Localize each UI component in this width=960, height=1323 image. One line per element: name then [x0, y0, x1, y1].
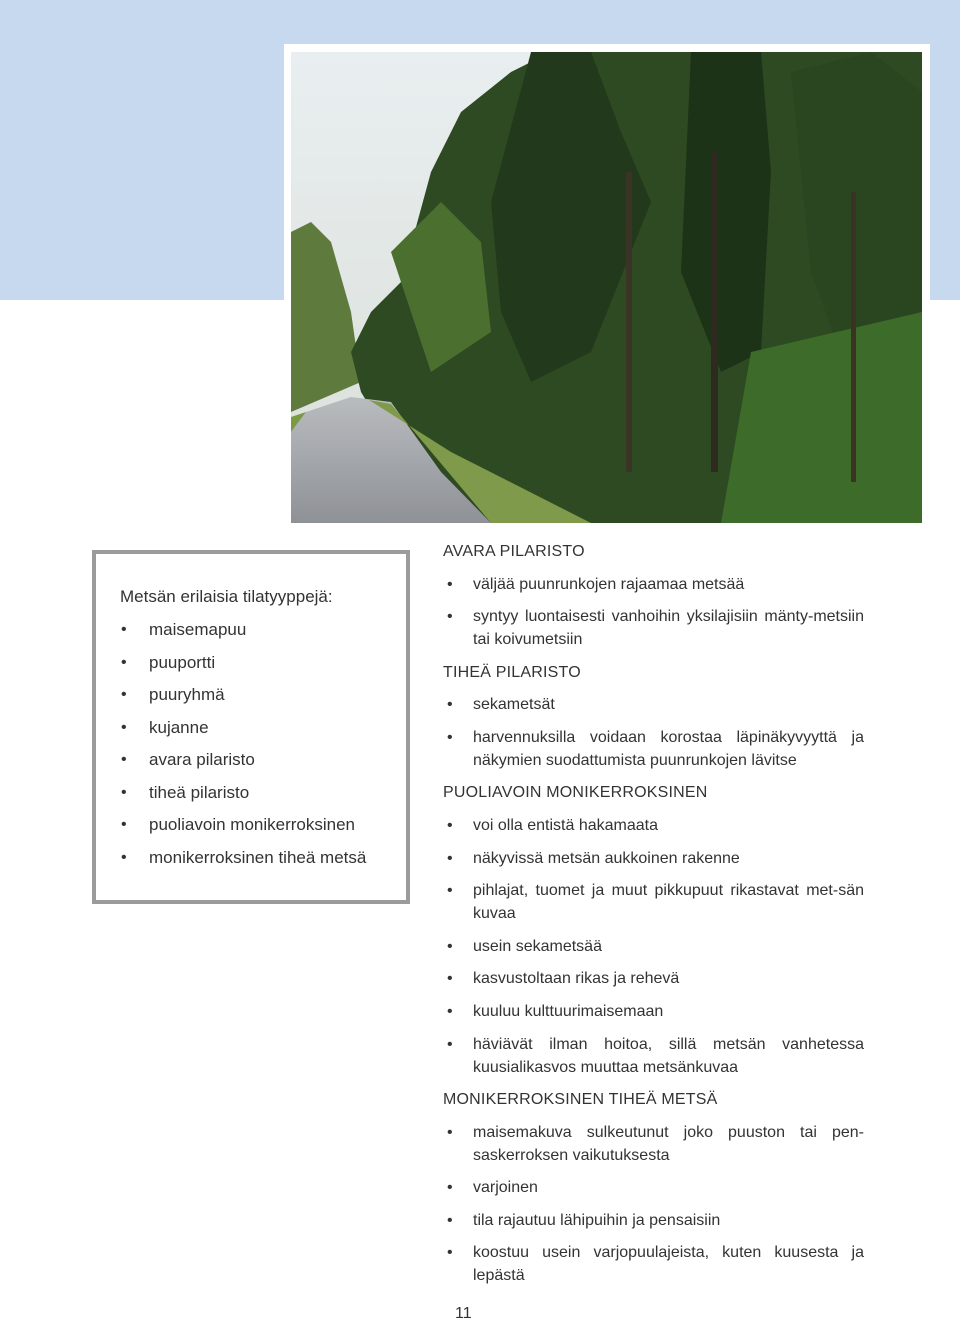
list-item: • syntyy luontaisesti vanhoihin yksilajisiin mänty-metsiin tai koivumetsiin [443, 605, 864, 651]
box-title: Metsän erilaisia tilatyyppejä: [120, 587, 333, 606]
section-list [443, 573, 864, 652]
list-item: • näkyvissä metsän aukkoinen rakenne [443, 847, 864, 870]
list-item: • puoliavoin monikerroksinen [120, 815, 366, 848]
section-heading-avara: AVARA PILARISTO [443, 543, 585, 560]
section-list [443, 1121, 864, 1288]
section-heading-monikerroksinen: MONIKERROKSINEN TIHEÄ METSÄ [443, 1091, 718, 1109]
list-item: • pihlajat, tuomet ja muut pikkupuut rikastavat met-sän kuvaa [443, 879, 864, 925]
list-item: • väljää puunrunkojen rajaamaa metsää [443, 573, 864, 596]
list-item: • voi olla entistä hakamaata [443, 814, 864, 837]
list-item: • puuryhmä [120, 685, 366, 718]
list-item: • tila rajautuu lähipuihin ja pensaisiin [443, 1209, 864, 1232]
list-item: • usein sekametsää [443, 935, 864, 958]
space-types-box [92, 550, 410, 904]
section-list [443, 814, 864, 1079]
space-types-list [120, 620, 366, 880]
list-item: • häviävät ilman hoitoa, sillä metsän vanhetessa kuusialikasvos muuttaa metsänkuvaa [443, 1033, 864, 1079]
section-heading-puoliavoin: PUOLIAVOIN MONIKERROKSINEN [443, 784, 708, 802]
list-item: • harvennuksilla voidaan korostaa läpinäkyvyyttä ja näkymien suodattumista puunrunkojen lävitse [443, 726, 864, 772]
list-item: • tiheä pilaristo [120, 783, 366, 816]
list-item: • kujanne [120, 718, 366, 751]
main-text-column [443, 540, 864, 1287]
list-item: • koostuu usein varjopuulajeista, kuten kuusesta ja lepästä [443, 1241, 864, 1287]
list-item: • puuportti [120, 653, 366, 686]
forest-road-photo [291, 52, 922, 523]
list-item: • maisemakuva sulkeutunut joko puuston tai pen-saskerroksen vaikutuksesta [443, 1121, 864, 1167]
list-item: • sekametsät [443, 693, 864, 716]
list-item: • varjoinen [443, 1176, 864, 1199]
list-item: • kasvustoltaan rikas ja rehevä [443, 967, 864, 990]
section-list [443, 693, 864, 772]
section-heading-tihea: TIHEÄ PILARISTO [443, 663, 581, 681]
list-item: • monikerroksinen tiheä metsä [120, 848, 366, 881]
list-item: • kuuluu kulttuurimaisemaan [443, 1000, 864, 1023]
page-number: 11 [455, 1305, 472, 1322]
list-item: • maisemapuu [120, 620, 366, 653]
list-item: • avara pilaristo [120, 750, 366, 783]
